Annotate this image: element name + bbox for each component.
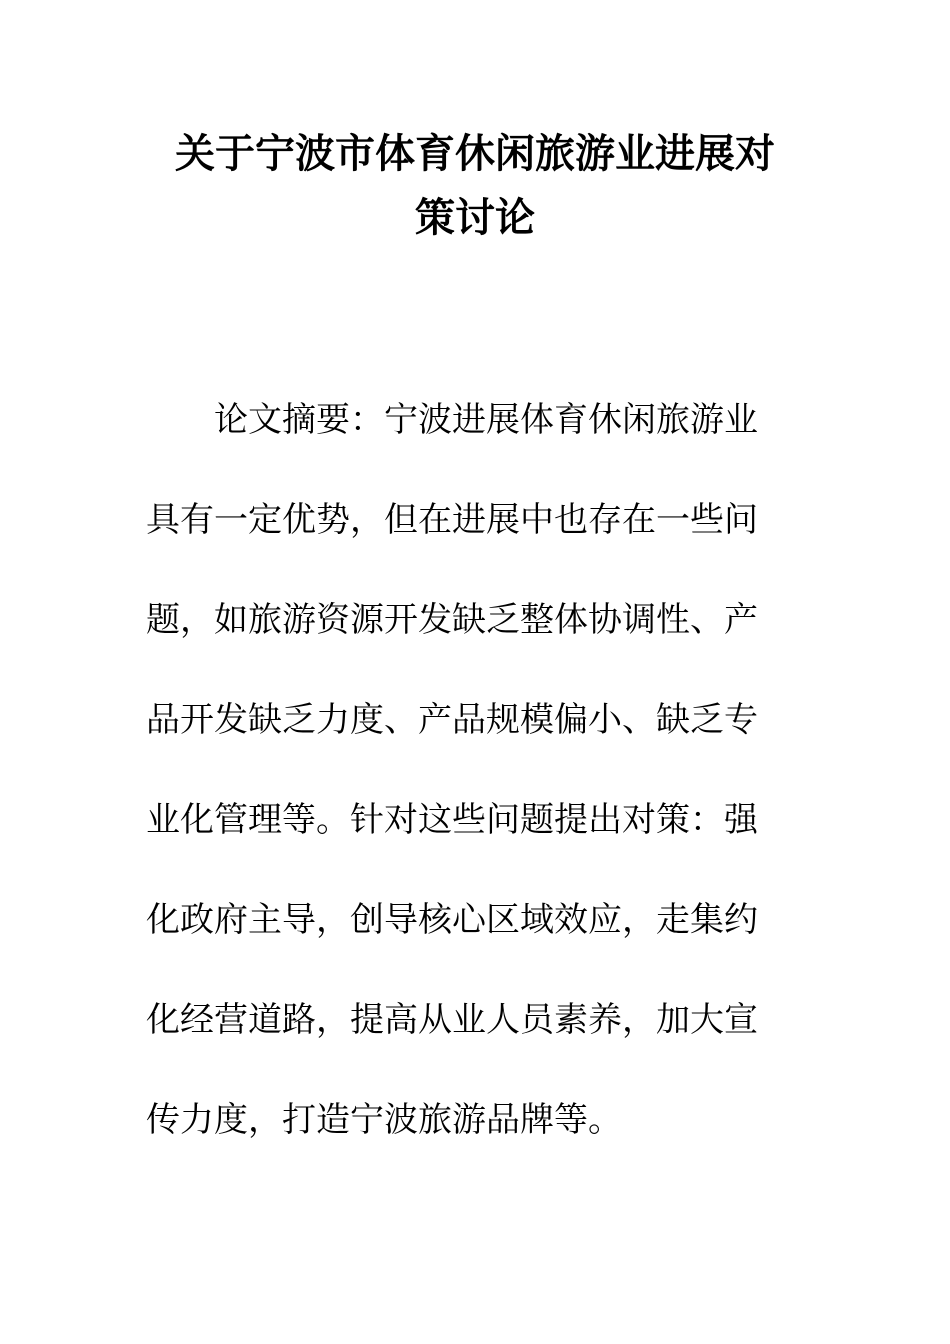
abstract-line: 品开发缺乏力度、产品规模偏小、缺乏专 [146, 700, 758, 740]
abstract-line: 题，如旅游资源开发缺乏整体协调性、产 [146, 600, 758, 640]
title-line-1: 关于宁波市体育休闲旅游业进展对 [175, 130, 775, 177]
abstract-line: 论文摘要：宁波进展体育休闲旅游业 [214, 400, 758, 440]
abstract-paragraph [146, 370, 786, 1170]
abstract-line: 化政府主导，创导核心区域效应，走集约 [146, 900, 758, 940]
abstract-line: 具有一定优势，但在进展中也存在一些问 [146, 500, 758, 540]
document-title [140, 122, 810, 250]
abstract-line: 化经营道路，提高从业人员素养，加大宣 [146, 1000, 758, 1040]
abstract-line: 业化管理等。针对这些问题提出对策：强 [146, 800, 758, 840]
title-line-2: 策讨论 [415, 194, 535, 241]
abstract-line: 传力度，打造宁波旅游品牌等。 [146, 1100, 622, 1140]
